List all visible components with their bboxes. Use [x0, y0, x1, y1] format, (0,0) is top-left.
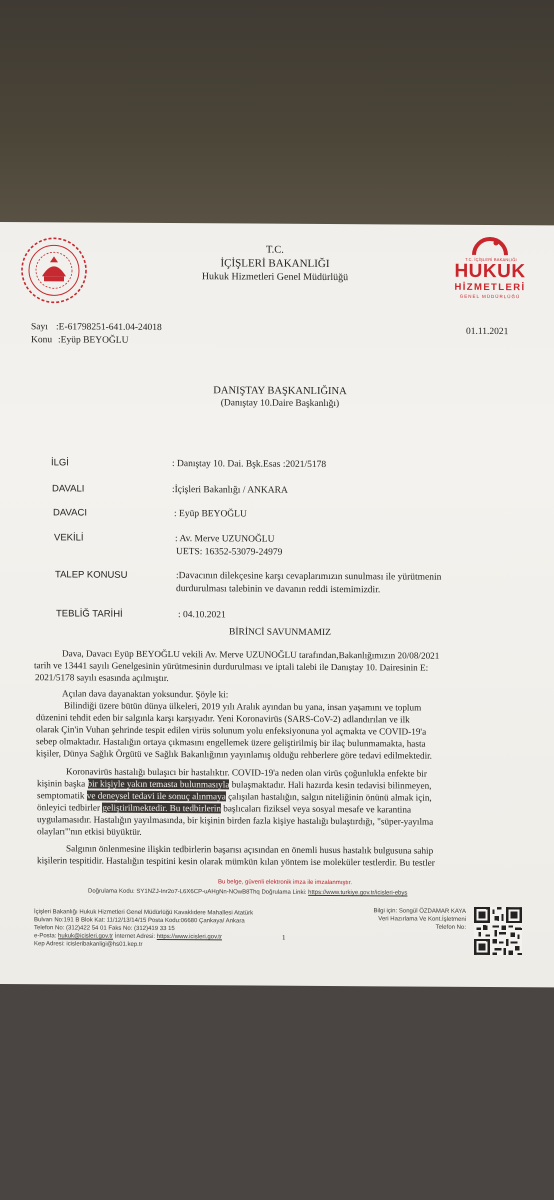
esign-notice: Bu belge, güvenli elektronik imza ile imzalanmıştır.: [217, 879, 353, 887]
address-line4: [34, 933, 222, 940]
body-p4-line3-c: çalışılan hastalığın, salgın niteliğinin önünü almak için,: [225, 791, 432, 803]
body-p3-line3: olarak Çin'in Vuhan şehrinde tespit edilen virüs solunum yolu enfeksiyonuna yol açmakta ve COVID-19'a: [36, 724, 427, 737]
logo-subtitle: HİZMETLERİ: [454, 281, 526, 294]
document-sheet: [0, 222, 554, 987]
logo-small-text: T.C. İÇİŞLERİ BAKANLIĞI: [465, 256, 517, 263]
addressee-subtitle: (Danıştay 10.Daire Başkanlığı): [220, 398, 340, 410]
body-p4-line3-a: semptomatik: [37, 790, 87, 801]
document-date: 01.11.2021: [466, 326, 509, 338]
ilgi-label: İLGİ: [51, 457, 69, 469]
talep-label: TALEP KONUSU: [55, 569, 128, 581]
logo-title: HUKUK: [454, 260, 526, 283]
body-p4-highlight-3: geliştirilmektedir. Bu tedbirlerin: [102, 802, 221, 814]
body-p2: Açılan dava dayanaktan yoksundur. Şöyle ki:: [62, 688, 229, 700]
vekili-value: : Av. Merve UZUNOĞLU: [175, 534, 275, 545]
body-p3-line2: düzenini tehdit eden bir salgınla karşı karşıyadır. Yeni Koronavirüs (SARS-CoV-2) adlandırılan ve ilk: [36, 712, 410, 725]
teblig-label: TEBLİĞ TARİHİ: [56, 608, 123, 620]
davaci-label: DAVACI: [53, 507, 87, 519]
header-ministry: İÇİŞLERİ BAKANLIĞI: [220, 257, 330, 271]
verify-line: [88, 889, 407, 897]
body-p5-line1: Salgının önlenmesine ilişkin tedbirlerin başarısı açısından en önemli husus hastalık bulgusuna sahip: [66, 843, 434, 856]
body-p1-line2: tarih ve 13441 sayılı Genelgesinin yürütmesinin durdurulması ve iptali talebi ile Danıştay 10. Dairesinin E:: [34, 660, 429, 673]
email-link[interactable]: hukuk@icisleri.gov.tr: [58, 933, 114, 940]
section-title: BİRİNCİ SAVUNMAMIZ: [229, 627, 331, 639]
verify-link-label: Doğrulama Linki:: [261, 889, 307, 896]
uets-value: UETS: 16352-53079-24979: [176, 547, 283, 558]
info-line1: Bilgi için: Songül ÖZDAMAR KAYA: [373, 908, 466, 915]
talep-line2: durdurulması talebinin ve davanın reddi istemimizdir.: [176, 584, 381, 596]
info-line3: Telefon No:: [435, 924, 466, 931]
address-line1: İçişleri Bakanlığı Hukuk Hizmetleri Genel Müdürlüğü Kavaklıdere Mahallesi Atatürk: [34, 909, 254, 917]
ilgi-value: : Danıştay 10. Dai. Bşk.Esas :2021/5178: [172, 459, 327, 470]
vekili-label: VEKİLİ: [54, 532, 84, 544]
addressee-title: DANIŞTAY BAŞKANLIĞINA: [213, 385, 347, 398]
web-link[interactable]: https://www.icisleri.gov.tr: [156, 933, 222, 941]
body-p4-line4-c: başlıcaları fiziksel veya sosyal mesafe ve karantina: [220, 803, 412, 815]
verify-link[interactable]: https://www.turkiye.gov.tr/icisleri-ebys: [308, 889, 408, 897]
header-directorate: Hukuk Hizmetleri Genel Müdürlüğü: [201, 271, 349, 284]
address-line5: [34, 941, 142, 948]
konu-value: :Eyüp BEYOĞLU: [58, 335, 129, 346]
davali-label: DAVALI: [52, 483, 85, 495]
web-label: İnternet Adresi:: [114, 933, 156, 940]
ministry-seal-icon: [20, 236, 88, 304]
page-number: 1: [282, 933, 286, 942]
qr-code-icon: [474, 907, 522, 955]
body-p4-line6: olayları"'nın etkisi büyüktür.: [37, 826, 142, 837]
body-p4-highlight-1: bir kişiyle yakın temasta bulunmasıyla: [87, 778, 230, 790]
kep-label: Kep Adresi:: [34, 941, 65, 948]
sayi-value: :E-61798251-641.04-24018: [56, 322, 162, 333]
body-p4-line5: uygulamasıdır. Hastalığın yayılmasında, bir kişinin birden fazla kişiye hastalığı bulaştırdığı, "süper-yayılma: [37, 814, 434, 827]
logo-gm: GENEL MÜDÜRLÜĞÜ: [459, 293, 521, 300]
body-p4-line2-a: kişinin başka: [37, 778, 88, 789]
address-line2: Bulvarı No:191 B Blok Kat: 11/12/13/14/15 Posta Kodu:06680 Çankaya/ Ankara: [34, 917, 245, 925]
body-p4-line2-c: bulaşmaktadır. Hali hazırda kesin tedavisi bilinmeyen,: [229, 779, 432, 791]
sayi-label: Sayı: [31, 322, 48, 333]
teblig-value: : 04.10.2021: [178, 610, 226, 621]
photo-background-top: [0, 0, 554, 240]
verify-code-label: Doğrulama Kodu:: [88, 888, 135, 895]
davaci-value: : Eyüp BEYOĞLU: [174, 509, 247, 520]
talep-line1: :Davacının dilekçesine karşı cevaplarımızın sunulması ile yürütmenin: [176, 571, 442, 583]
verify-code: SY1NZJ-Inr2o7-L6X6CP-uAHgNn-NOwB8Thq: [136, 888, 260, 896]
konu-label: Konu: [31, 335, 53, 346]
body-p1-line3: 2021/5178 sayılı esasında açılmıştır.: [35, 672, 169, 684]
address-line3: Telefon No: (312)422 54 01 Faks No: (312)419 33 15: [34, 925, 175, 933]
photo-background-bottom: [0, 982, 554, 1200]
hukuk-globe-icon: [470, 233, 510, 257]
body-p4-line4-a: önleyici tedbirler: [37, 802, 103, 813]
header-tc: T.C.: [266, 244, 284, 256]
body-p1-line1: Dava, Davacı Eyüp BEYOĞLU vekili Av. Merve UZUNOĞLU tarafından,Bakanlığımızın 20/08/2021: [62, 648, 440, 661]
kep-value: icisleribakanligi@hs01.kep.tr: [66, 941, 143, 948]
body-p3-line5: kişiler, Dünya Sağlık Örgütü ve Sağlık Bakanlığının yayınlamış olduğu rehberlere göre tedavi edilmektedir.: [36, 748, 432, 761]
body-p3-line4: sebep olmaktadır. Hastalığın ortaya çıkmasını engellemek üzere geliştirilmiş bir ilaç bulunmamakta, hasta: [36, 736, 426, 749]
body-p5-line2: kişilerin tespitidir. Hastalığın tespitini kesin olarak mümkün kılan yöntem ise moleküler testlerdir. Bu testler: [37, 855, 435, 868]
email-label: e-Posta:: [34, 933, 57, 940]
info-line2: Veri Hazırlama Ve Kont.İşletmeni: [378, 916, 466, 923]
body-p3-line1: Bilindiği üzere bütün dünya ülkeleri, 2019 yılı Aralık ayından bu yana, insan yaşamını ve toplum: [64, 700, 422, 713]
body-p4-line1: Koronavirüs hastalığı bulaşıcı bir hastalıktır. COVID-19'a neden olan virüs çoğunlukla enfekte bir: [66, 766, 427, 779]
body-p4-highlight-2: ve deneysel tedavi ile sonuç alınmaya: [86, 790, 226, 802]
davali-value: :İçişleri Bakanlığı / ANKARA: [172, 485, 288, 496]
